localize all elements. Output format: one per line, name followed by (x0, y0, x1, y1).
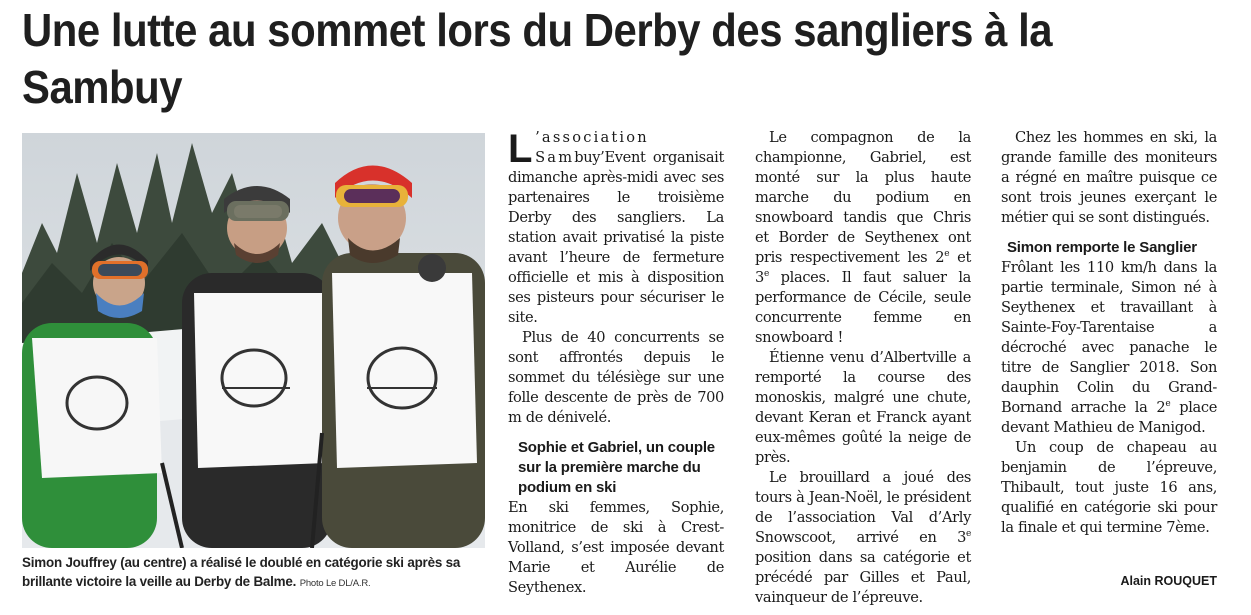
paragraph-6-a: Le brouillard a joué des tours à Jean-Noël, le président de l’association Val d’Arly Snowscoot, arrivé en 3 (755, 469, 971, 546)
article-photo (22, 133, 485, 548)
skiers-photo-illustration (22, 133, 485, 548)
paragraph-6-sup: e (966, 529, 971, 540)
photo-credit: Photo Le DL/A.R. (299, 578, 371, 589)
article-column-2 (755, 128, 971, 608)
paragraph-2: Plus de 40 concurrents se sont affrontés depuis le sommet du télésiège sur une folle descente de près de 700 m de dénivelé. (508, 329, 724, 426)
paragraph-4-sup-2: e (763, 269, 769, 280)
paragraph-8-a: Frôlant les 110 km/h dans la partie terminale, Simon né à Seythenex et travaillant à Sainte-Foy-Tarentaise a décroché avec panache le titre de Sanglier 2018. Son dauphin Colin du Grand-Bornand arrache la 2 (1001, 259, 1217, 416)
paragraph-6-b: position dans sa catégorie et précédé par Gilles et Paul, vainqueur de l’épreuve. (755, 549, 971, 606)
paragraph-4-sup-1: e (944, 249, 950, 260)
author-signature: Alain ROUQUET (1120, 574, 1217, 588)
subhead-simon: Simon remporte le Sanglier (1007, 239, 1197, 256)
paragraph-3: En ski femmes, Sophie, monitrice de ski à Crest-Volland, s’est imposée devant Marie et Aurélie de Seythenex. (508, 499, 724, 596)
paragraph-5: Étienne venu d’Albertville a remporté la course des monoskis, malgré une chute, devant Keran et Franck ayant eux-mêmes goûté la neige de près. (755, 349, 971, 466)
article-column-1 (508, 128, 724, 598)
paragraph-6 (755, 468, 971, 608)
caption-text: Simon Jouffrey (au centre) a réalisé le doublé en catégorie ski après sa brillante victoire la veille au Derby de Balme. (22, 555, 461, 589)
paragraph-8-sup: e (1165, 399, 1171, 410)
paragraph-4-a: Le compagnon de la championne, Gabriel, est monté sur la plus haute marche du podium en snowboard tandis que Chris et Border de Seythenex ont pris respectivement les 2 (755, 129, 971, 266)
paragraph-8-b: place devant Mathieu de Manigod. (1001, 399, 1217, 436)
subhead-sophie-gabriel: Sophie et Gabriel, un couple sur la première marche du podium en ski (518, 439, 715, 496)
paragraph-1 (508, 128, 724, 328)
article-column-3 (1001, 128, 1217, 538)
paragraph-4 (755, 128, 971, 348)
paragraph-9: Un coup de chapeau au benjamin de l’épreuve, Thibault, tout juste 16 ans, qualifié en catégorie ski pour la finale et qui termine 7ème. (1001, 439, 1217, 536)
paragraph-1-lead: ’association Sam (535, 129, 649, 166)
paragraph-8 (1001, 258, 1217, 438)
photo-caption (22, 553, 492, 593)
article-headline: Une lutte au sommet lors du Derby des sangliers à la Sambuy (22, 4, 1053, 113)
paragraph-4-c: places. Il faut saluer la performance de Cécile, seule concurrente femme en snowboard ! (755, 269, 971, 346)
paragraph-1-rest: buy’Event organisait dimanche après-midi avec ses partenaires le troisième Derby des sangliers. La station avait privatisé la piste avant l’heure de fermeture officielle et mis à disposition ses pisteurs pour sécuriser le site. (508, 149, 724, 326)
paragraph-4-b: et 3 (755, 249, 971, 286)
paragraph-7: Chez les hommes en ski, la grande famille des moniteurs a régné en maître puisque ce sont trois jeunes exerçant le métier qui se sont distingués. (1001, 129, 1217, 226)
drop-cap: L (508, 127, 533, 171)
